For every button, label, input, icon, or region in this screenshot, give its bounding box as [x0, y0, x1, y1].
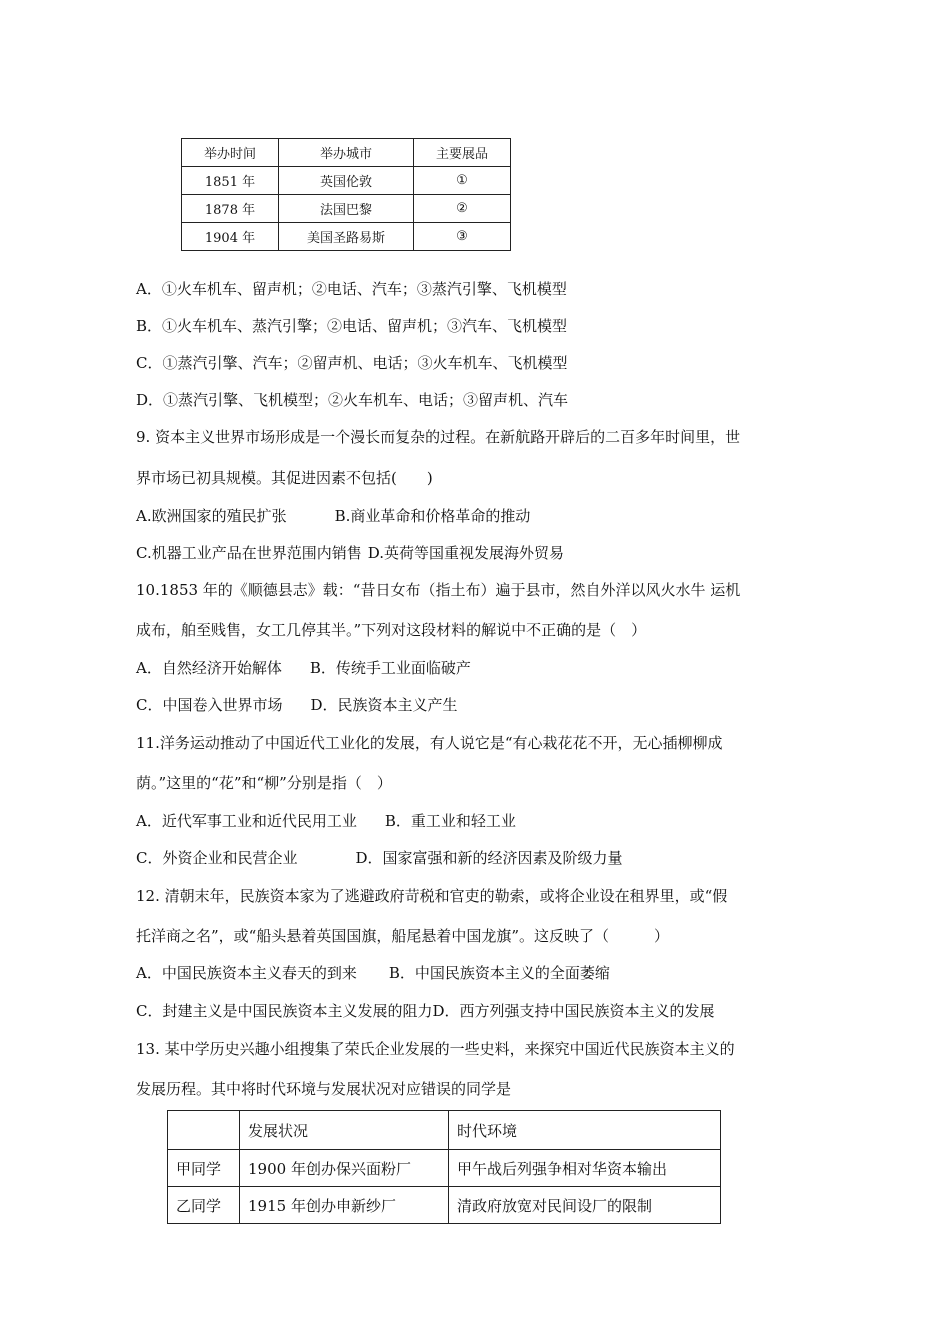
q12-option-d: D．西方列强支持中国民族资本主义的发展 [432, 1002, 715, 1020]
table-row [168, 1150, 721, 1187]
q10-stem-line1: 10.1853 年的《顺德县志》载：“昔日女布（指土布）遍于县市，然自外洋以风火水牛 运机 [136, 581, 741, 599]
table-header-cell: 发展状况 [240, 1111, 449, 1150]
q9-options-row1 [136, 506, 530, 526]
q12-option-a: A．中国民族资本主义春天的到来 [136, 964, 357, 982]
q9-stem-line2: 界市场已初具规模。其促进因素不包括( ) [136, 469, 433, 487]
table-row [168, 1187, 721, 1224]
q9-option-b: B.商业革命和价格革命的推动 [334, 507, 531, 525]
table-cell: ③ [414, 223, 511, 251]
table-cell: ② [414, 195, 511, 223]
q9-options-row2 [136, 543, 564, 563]
q11-option-c: C．外资企业和民营企业 [136, 849, 298, 867]
table-cell: 1904 年 [182, 223, 279, 251]
q11-option-a: A．近代军事工业和近代民用工业 [136, 812, 357, 830]
q11-option-b: B．重工业和轻工业 [384, 812, 516, 830]
q8-option-a: A．①火车机车、留声机；②电话、汽车；③蒸汽引擎、飞机模型 [136, 280, 567, 298]
q11-stem-line1: 11.洋务运动推动了中国近代工业化的发展，有人说它是“有心栽花花不开，无心插柳柳成 [136, 734, 723, 752]
q9-option-d: D.英荷等国重视发展海外贸易 [367, 544, 564, 562]
q12-options-row1 [136, 963, 610, 983]
q10-option-c: C．中国卷入世界市场 [136, 696, 283, 714]
q13-stem-line2: 发展历程。其中将时代环境与发展状况对应错误的同学是 [136, 1080, 512, 1098]
q8-option-d: D．①蒸汽引擎、飞机模型；②火车机车、电话；③留声机、汽车 [136, 391, 569, 409]
q8-option-b: B．①火车机车、蒸汽引擎；②电话、留声机；③汽车、飞机模型 [136, 317, 568, 335]
q9-stem-line1: 9. 资本主义世界市场形成是一个漫长而复杂的过程。在新航路开辟后的二百多年时间里，世 [136, 428, 741, 446]
q10-options-row2 [136, 695, 458, 715]
table-header-cell: 主要展品 [414, 139, 511, 167]
rong-enterprise-table [167, 1110, 721, 1224]
table-cell: 清政府放宽对民间设厂的限制 [449, 1187, 721, 1224]
q11-option-d: D．国家富强和新的经济因素及阶级力量 [355, 849, 623, 867]
q10-option-d: D．民族资本主义产生 [310, 696, 458, 714]
q12-options-row2 [136, 1001, 715, 1021]
q10-option-b: B．传统手工业面临破产 [309, 659, 471, 677]
table-cell: 1851 年 [182, 167, 279, 195]
table-row [182, 195, 511, 223]
table-header-cell [168, 1111, 240, 1150]
table-row [182, 223, 511, 251]
q10-option-a: A．自然经济开始解体 [136, 659, 282, 677]
q11-options-row2 [136, 848, 623, 868]
table-cell: 1900 年创办保兴面粉厂 [240, 1150, 449, 1187]
q11-options-row1 [136, 811, 516, 831]
q11-stem-line2: 荫。”这里的“花”和“柳”分别是指（ ） [136, 774, 392, 792]
table-cell: 乙同学 [168, 1187, 240, 1224]
q12-option-b: B．中国民族资本主义的全面萎缩 [388, 964, 610, 982]
table-cell: 法国巴黎 [279, 195, 414, 223]
table-cell: 1915 年创办申新纱厂 [240, 1187, 449, 1224]
table-cell: ① [414, 167, 511, 195]
q13-stem-line1: 13. 某中学历史兴趣小组搜集了荣氏企业发展的一些史料，来探究中国近代民族资本主义的 [136, 1040, 735, 1058]
q12-option-c: C．封建主义是中国民族资本主义发展的阻力 [136, 1002, 433, 1020]
table-header-cell: 时代环境 [449, 1111, 721, 1150]
table-header-cell: 举办城市 [279, 139, 414, 167]
table-header-row [182, 139, 511, 167]
table-row [182, 167, 511, 195]
table-cell: 英国伦敦 [279, 167, 414, 195]
table-header-cell: 举办时间 [182, 139, 279, 167]
q12-stem-line2: 托洋商之名”，或“船头悬着英国国旗，船尾悬着中国龙旗”。这反映了（ ） [136, 927, 670, 945]
world-expo-table [181, 138, 511, 251]
q8-option-c: C．①蒸汽引擎、汽车；②留声机、电话；③火车机车、飞机模型 [136, 354, 568, 372]
q9-option-c: C.机器工业产品在世界范围内销售 [136, 544, 362, 562]
table-header-row [168, 1111, 721, 1150]
table-cell: 甲同学 [168, 1150, 240, 1187]
q9-option-a: A.欧洲国家的殖民扩张 [136, 507, 287, 525]
table-cell: 1878 年 [182, 195, 279, 223]
q10-stem-line2: 成布，舶至贱售，女工几停其半。”下列对这段材料的解说中不正确的是（ ） [136, 621, 647, 639]
table-cell: 甲午战后列强争相对华资本输出 [449, 1150, 721, 1187]
table-cell: 美国圣路易斯 [279, 223, 414, 251]
q10-options-row1 [136, 658, 471, 678]
q12-stem-line1: 12. 清朝末年，民族资本家为了逃避政府苛税和官吏的勒索，或将企业设在租界里，或“假 [136, 887, 728, 905]
